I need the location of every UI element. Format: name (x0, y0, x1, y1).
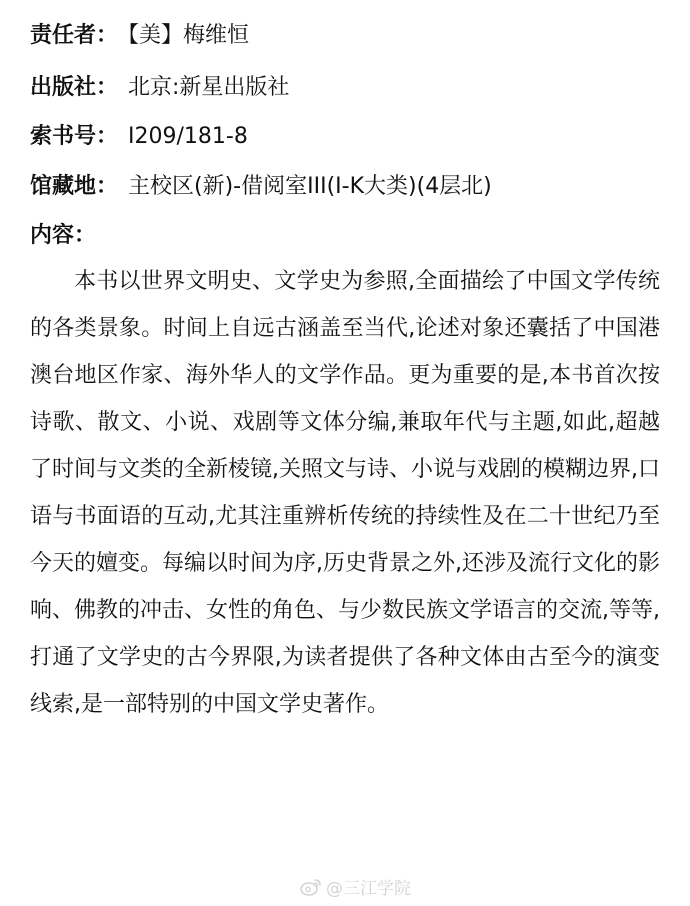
responsible-person-label: 责任者： (30, 23, 119, 48)
weibo-icon (300, 878, 322, 896)
content-label: 内容： (30, 223, 97, 248)
location-value: 主校区(新)-借阅室III(I-K大类)(4层北) (128, 174, 492, 199)
location-label: 馆藏地： (30, 174, 119, 199)
watermark-text: @三江学院 (326, 879, 411, 899)
location-row (30, 173, 492, 201)
responsible-person-value: 【美】梅维恒 (128, 23, 250, 48)
publisher-value: 北京:新星出版社 (128, 75, 290, 100)
call-number-value: I209/181-8 (128, 124, 248, 149)
publisher-label: 出版社： (30, 75, 119, 100)
call-number-row (30, 123, 248, 151)
publisher-row (30, 74, 289, 102)
responsible-person-row (30, 22, 249, 50)
watermark (300, 874, 411, 899)
content-paragraph: 本书以世界文明史、文学史为参照,全面描绘了中国文学传统的各类景象。时间上自远古涵盖至当代,论述对象还囊括了中国港澳台地区作家、海外华人的文学作品。更为重要的是,本书首次按诗歌、散文、小说、戏剧等文体分编,兼取年代与主题,如此,超越了时间与文类的全新棱镜,关照文与诗、小说与戏剧的模糊边界,口语与书面语的互动,尤其注重辨析传统的持续性及在二十世纪乃至今天的嬗变。每编以时间为序,历史背景之外,还涉及流行文化的影响、佛教的冲击、女性的角色、与少数民族文学语言的交流,等等,打通了文学史的古今界限,为读者提供了各种文体由古至今的演变线索,是一部特别的中国文学史著作。 (30, 269, 660, 717)
content-label-row (30, 222, 96, 250)
call-number-label: 索书号： (30, 124, 119, 149)
